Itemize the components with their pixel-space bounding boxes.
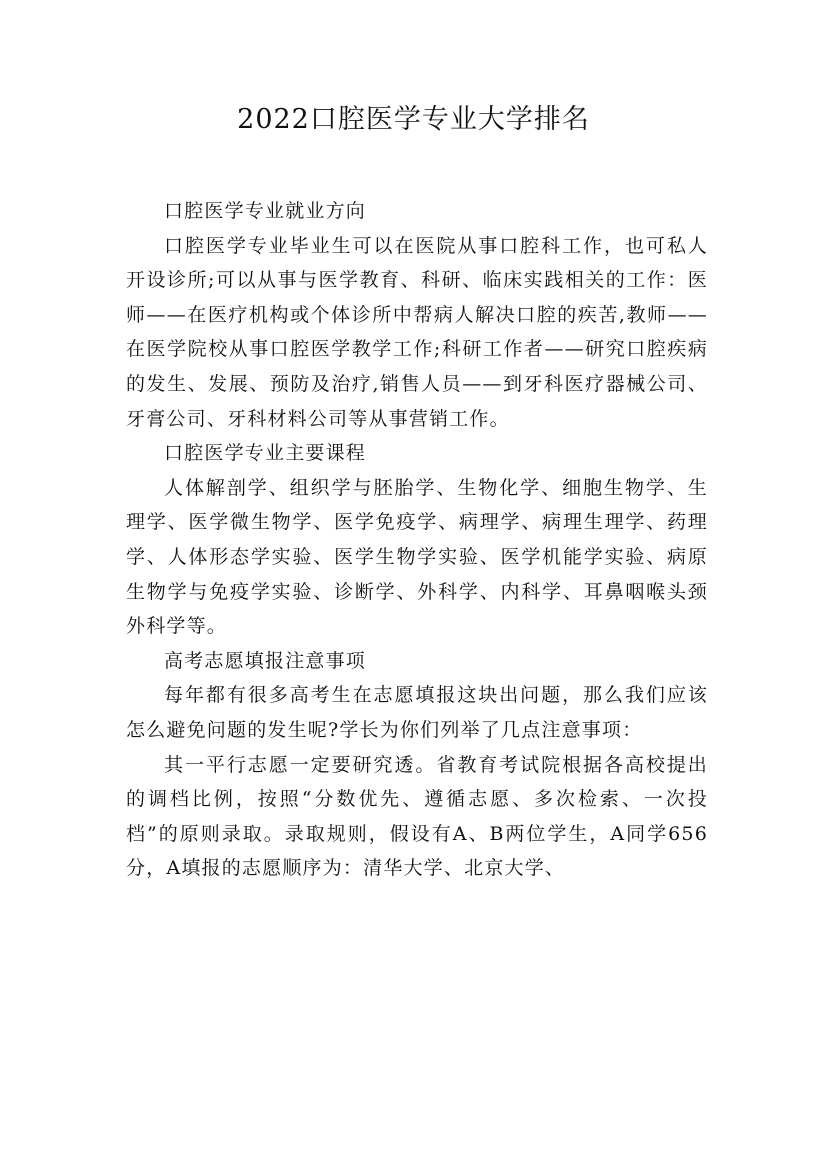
section-heading-notes: 高考志愿填报注意事项 (164, 649, 367, 672)
section-heading-employment: 口腔医学专业就业方向 (164, 200, 367, 222)
paragraph-notes: 每年都有很多高考生在志愿填报这块出问题，那么我们应该怎么避免问题的发生呢?学长为你们列举了几点注意事项： (126, 684, 708, 741)
paragraph-parallel-volunteer: 其一平行志愿一定要研究透。省教育考试院根据各高校提出的调档比例，按照“分数优先、遵循志愿、多次检索、一次投档”的原则录取。录取规则，假设有A、B两位学生，A同学656分，A填报的志愿顺序为：清华大学、北京大学、 (126, 753, 708, 880)
paragraph-courses: 人体解剖学、组织学与胚胎学、生物化学、细胞生物学、生理学、医学微生物学、医学免疫学、病理学、病理生理学、药理学、人体形态学实验、医学生物学实验、医学机能学实验、病原生物学与免疫学实验、诊断学、外科学、内科学、耳鼻咽喉头颈外科学等。 (126, 476, 708, 638)
document-title: 2022口腔医学专业大学排名 (237, 104, 590, 135)
section-heading-courses: 口腔医学专业主要课程 (164, 442, 367, 465)
paragraph-employment: 口腔医学专业毕业生可以在医院从事口腔科工作，也可私人开设诊所;可以从事与医学教育、科研、临床实践相关的工作：医师——在医疗机构或个体诊所中帮病人解决口腔的疾苦,教师——在医学院校从事口腔医学教学工作;科研工作者——研究口腔疾病的发生、发展、预防及治疗,销售人员——到牙科医疗器械公司、牙膏公司、牙科材料公司等从事营销工作。 (126, 234, 708, 430)
document-body (126, 194, 708, 886)
